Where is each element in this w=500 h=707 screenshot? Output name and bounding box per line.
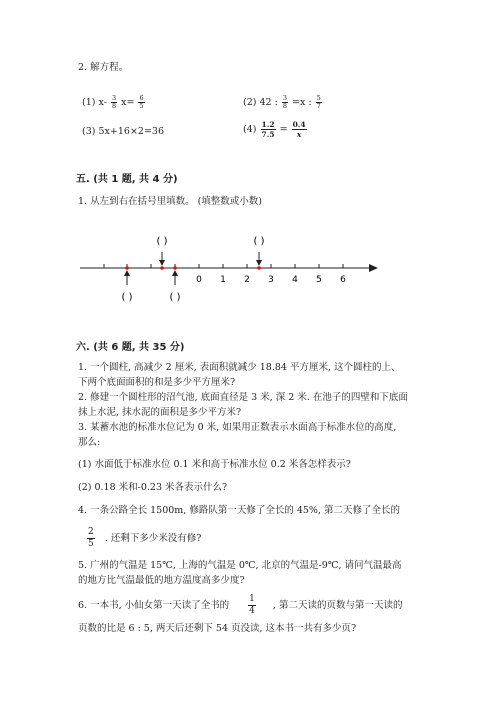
fraction: $\frac{6}{5}$ <box>139 94 144 110</box>
equation-3 <box>82 125 164 138</box>
fraction: $\frac{1.2}{7.5}$ <box>261 120 275 139</box>
answer-blank: ( ) <box>156 236 168 247</box>
answer-blank: ( ) <box>121 292 133 303</box>
equation-number: (1) <box>82 97 96 108</box>
equation-text: = <box>279 124 288 135</box>
fraction: $\frac{3}{8}$ <box>282 94 287 110</box>
arrow-head-icon <box>369 264 378 272</box>
question-2-line-2: 抹上水泥, 抹水泥的面积是多少平方米? <box>78 407 242 418</box>
equation-number: (3) <box>82 126 96 137</box>
equation-1 <box>82 95 146 110</box>
fraction: $\frac{5}{7}$ <box>316 94 321 110</box>
tick-label: 6 <box>340 275 346 285</box>
number-line <box>0 230 500 310</box>
equation-number: (2) <box>243 97 257 108</box>
equation-text: x- <box>98 97 107 108</box>
tick-label: 0 <box>196 275 202 285</box>
marker-dot <box>257 266 261 270</box>
equation-text: =x : <box>292 97 312 108</box>
question-1-line-1: 1. 一个圆柱, 高减少 2 厘米, 表面积就减少 18.84 平方厘米, 这个圆柱的上、 <box>78 362 401 373</box>
question-4-line-2 <box>86 527 201 550</box>
question-3-line-1: 3. 某蓄水池的标准水位记为 0 米, 如果用正数表示水面高于标准水位的高度, <box>78 422 397 433</box>
tick-label: 5 <box>316 275 322 285</box>
tick-label: 4 <box>292 275 298 285</box>
fraction: $\frac{2}{5}$ <box>88 527 94 549</box>
question-1-line-2: 下两个底面面积的和是多少平方厘米? <box>78 377 236 388</box>
question-3-line-2: 那么: <box>78 437 101 448</box>
equation-text: 5x+16×2=36 <box>98 126 165 137</box>
answer-blank: ( ) <box>253 236 265 247</box>
tick-label: 1 <box>220 275 226 285</box>
question-5-line-2: 的地方比气温最低的地方温度高多少度? <box>78 575 245 586</box>
question-4-text: . 还剩下多少米没有修? <box>104 533 202 544</box>
question-1-text: 1. 从左到右在括号里填数。 (填整数或小数) <box>78 196 263 207</box>
answer-blank: ( ) <box>169 292 181 303</box>
fraction: $\frac{1}{4}$ <box>249 594 255 616</box>
question-6-line-1 <box>78 594 402 617</box>
question-2-line-1: 2. 修建一个圆柱形的沼气池, 底面直径是 3 米, 深 2 米. 在池子的四壁和下底面 <box>78 392 408 403</box>
question-3-sub-1: (1) 水面低于标准水位 0.1 米和高于标准水位 0.2 米各怎样表示? <box>78 459 351 470</box>
question-6-text: 6. 一本书, 小仙女第一天读了全书的 <box>78 600 230 611</box>
marker-dot <box>160 266 164 270</box>
fraction: $\frac{0.4}{x}$ <box>292 120 306 139</box>
section-title-five: 五. (共 1 题, 共 4 分) <box>76 174 178 185</box>
question-3-sub-2: (2) 0.18 米和-0.23 米各表示什么? <box>78 482 228 493</box>
marker-dot <box>173 266 177 270</box>
equation-2 <box>243 95 323 110</box>
tick-label: 2 <box>244 275 250 285</box>
equation-number: (4) <box>243 124 257 135</box>
question-4-line-1: 4. 一条公路全长 1500m, 修路队第一天修了全长的 45%, 第二天修了全长的 <box>78 505 401 516</box>
question-5-line-1: 5. 广州的气温是 15℃, 上海的气温是 0℃, 北京的气温是-9℃, 请问气温最高 <box>78 560 402 571</box>
tick-label: 3 <box>268 275 274 285</box>
equation-4 <box>243 120 308 139</box>
section-title-six: 六. (共 6 题, 共 35 分) <box>76 342 185 353</box>
question-label-2: 2. 解方程。 <box>78 62 129 73</box>
equation-text: 42 : <box>259 97 278 108</box>
question-6-line-2: 页数的比是 6 : 5, 两天后还剩下 54 页没读, 这本书一共有多少页? <box>78 623 357 634</box>
equation-text: x= <box>121 97 135 108</box>
fraction: $\frac{3}{8}$ <box>111 94 117 110</box>
marker-dot <box>125 266 129 270</box>
question-6-text: , 第二天读的页数与第一天读的 <box>272 600 403 611</box>
